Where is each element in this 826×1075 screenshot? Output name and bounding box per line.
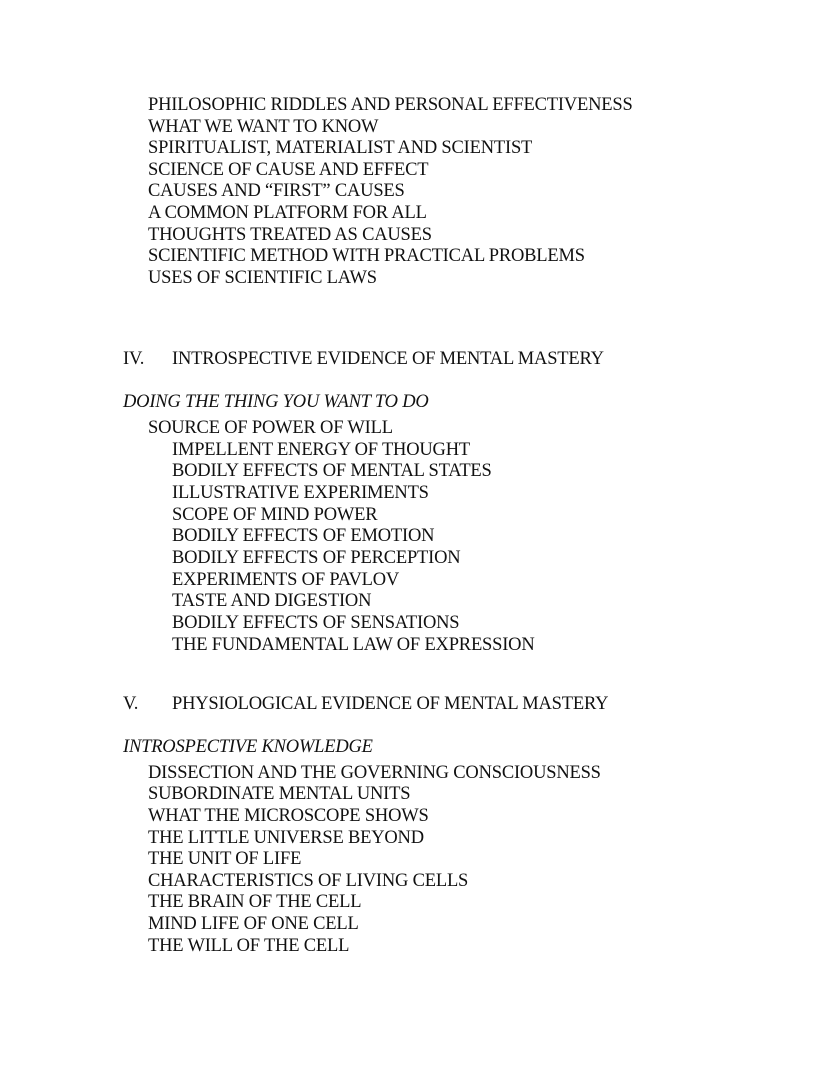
toc-entry: SCOPE OF MIND POWER	[172, 505, 378, 525]
toc-entry: SUBORDINATE MENTAL UNITS	[148, 784, 411, 804]
toc-entry: WHAT WE WANT TO KNOW	[148, 117, 379, 137]
chapter-title: INTROSPECTIVE EVIDENCE OF MENTAL MASTERY	[172, 349, 604, 369]
toc-entry: THOUGHTS TREATED AS CAUSES	[148, 225, 432, 245]
toc-entry: USES OF SCIENTIFIC LAWS	[148, 268, 377, 288]
chapter-subtitle: INTROSPECTIVE KNOWLEDGE	[123, 737, 373, 757]
toc-entry: ILLUSTRATIVE EXPERIMENTS	[172, 483, 429, 503]
chapter-number: IV.	[123, 349, 145, 369]
toc-entry: IMPELLENT ENERGY OF THOUGHT	[172, 440, 470, 460]
chapter-subtitle: DOING THE THING YOU WANT TO DO	[123, 392, 429, 412]
chapter-heading	[123, 348, 604, 370]
toc-entry: BODILY EFFECTS OF PERCEPTION	[172, 548, 461, 568]
toc-entry: BODILY EFFECTS OF MENTAL STATES	[172, 461, 492, 481]
toc-entry: MIND LIFE OF ONE CELL	[148, 914, 359, 934]
toc-entry: PHILOSOPHIC RIDDLES AND PERSONAL EFFECTIVENESS	[148, 95, 633, 115]
toc-entry: BODILY EFFECTS OF EMOTION	[172, 526, 435, 546]
toc-entry: SCIENTIFIC METHOD WITH PRACTICAL PROBLEMS	[148, 246, 585, 266]
chapter-title: PHYSIOLOGICAL EVIDENCE OF MENTAL MASTERY	[172, 694, 609, 714]
toc-entry: TASTE AND DIGESTION	[172, 591, 372, 611]
toc-entry: EXPERIMENTS OF PAVLOV	[172, 570, 400, 590]
toc-entry: A COMMON PLATFORM FOR ALL	[148, 203, 427, 223]
toc-entry: THE BRAIN OF THE CELL	[148, 892, 362, 912]
toc-entry: SPIRITUALIST, MATERIALIST AND SCIENTIST	[148, 138, 533, 158]
toc-entry: THE FUNDAMENTAL LAW OF EXPRESSION	[172, 635, 535, 655]
toc-entry: DISSECTION AND THE GOVERNING CONSCIOUSNESS	[148, 763, 601, 783]
toc-section: SOURCE OF POWER OF WILL	[148, 418, 393, 438]
toc-entry: THE LITTLE UNIVERSE BEYOND	[148, 828, 424, 848]
toc-entry: THE WILL OF THE CELL	[148, 936, 350, 956]
toc-entry: SCIENCE OF CAUSE AND EFFECT	[148, 160, 429, 180]
toc-entry: BODILY EFFECTS OF SENSATIONS	[172, 613, 460, 633]
toc-entry: WHAT THE MICROSCOPE SHOWS	[148, 806, 429, 826]
toc-entry: CHARACTERISTICS OF LIVING CELLS	[148, 871, 469, 891]
toc-entry: THE UNIT OF LIFE	[148, 849, 302, 869]
toc-entry: CAUSES AND “FIRST” CAUSES	[148, 181, 405, 201]
chapter-heading	[123, 693, 608, 715]
chapter-number: V.	[123, 694, 139, 714]
